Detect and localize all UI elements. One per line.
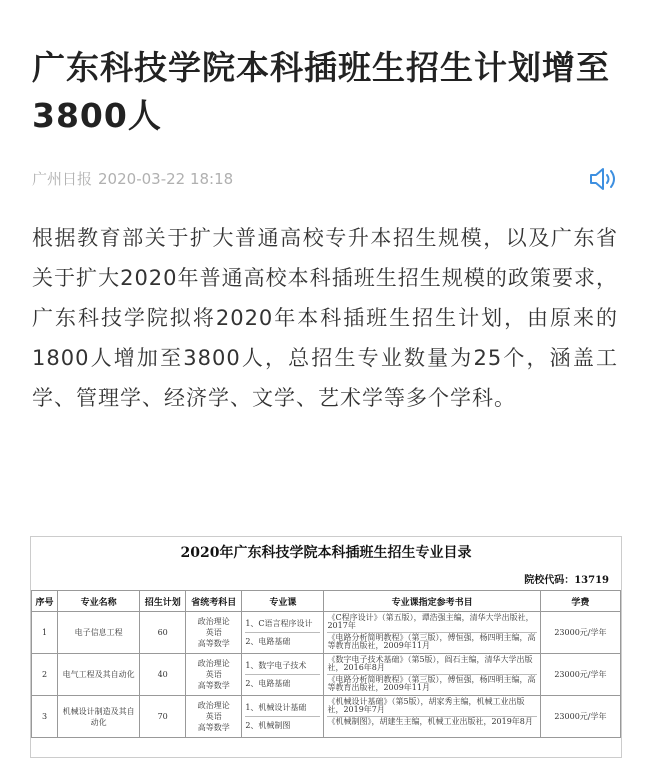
row-no: 1 [32, 612, 58, 654]
course-item: 1、C语言程序设计 [245, 619, 313, 628]
row-exams [186, 696, 242, 738]
header-courses: 专业课 [242, 591, 324, 612]
table-row [32, 696, 621, 738]
catalog-title: 2020年广东科技学院本科插班生招生专业目录 [180, 545, 472, 561]
row-plan: 60 [140, 612, 186, 654]
row-exams [186, 612, 242, 654]
row-fee: 23000元/学年 [540, 654, 620, 696]
row-courses [242, 654, 324, 696]
catalog-table [31, 590, 621, 738]
row-courses [242, 696, 324, 738]
header-plan: 招生计划 [140, 591, 186, 612]
exam-item: 政治理论 [197, 701, 230, 710]
row-plan: 40 [140, 654, 186, 696]
course-item: 2、电路基础 [245, 674, 320, 692]
source-line [32, 164, 618, 194]
row-books [324, 654, 540, 696]
exam-item: 高等数学 [197, 723, 230, 732]
table-row [32, 612, 621, 654]
school-code: 院校代码：13719 [524, 575, 609, 586]
row-books [324, 612, 540, 654]
row-major: 机械设计制造及其自动化 [58, 696, 140, 738]
course-item: 2、电路基础 [245, 632, 320, 650]
header-no: 序号 [32, 591, 58, 612]
row-major: 电气工程及其自动化 [58, 654, 140, 696]
exam-item: 政治理论 [197, 617, 230, 626]
exam-item: 政治理论 [197, 659, 230, 668]
exam-item: 高等数学 [197, 639, 230, 648]
row-courses [242, 612, 324, 654]
exam-item: 英语 [205, 712, 222, 721]
course-item: 1、数字电子技术 [245, 661, 307, 670]
header-books: 专业课指定参考书目 [324, 591, 540, 612]
book-item: 《C程序设计》（第五版），谭浩强主编，清华大学出版社，2017年 [327, 613, 534, 630]
book-item: 《数字电子技术基础》（第5版），阎石主编，清华大学出版社，2016年8月 [327, 655, 533, 672]
book-item: 《电路分析简明教程》（第三版），傅恒强，杨四明主编，高等教育出版社，2009年11月 [327, 633, 536, 650]
book-item: 《机械设计基础》（第5版），胡家秀主编，机械工业出版社，2019年7月 [327, 697, 525, 714]
row-fee: 23000元/学年 [540, 612, 620, 654]
table-row [32, 654, 621, 696]
row-no: 2 [32, 654, 58, 696]
book-item: 《电路分析简明教程》（第三版），傅恒强，杨四明主编，高等教育出版社，2009年11月 [327, 675, 536, 692]
speaker-icon[interactable] [588, 166, 618, 192]
exam-item: 英语 [205, 670, 222, 679]
article-title: 广东科技学院本科插班生招生计划增至3800人 [32, 48, 610, 135]
header-major: 专业名称 [58, 591, 140, 612]
publish-time: 2020-03-22 18:18 [98, 170, 234, 188]
row-exams [186, 654, 242, 696]
course-item: 2、机械制图 [245, 716, 320, 734]
header-fee: 学费 [540, 591, 620, 612]
row-books [324, 696, 540, 738]
article-paragraph: 根据教育部关于扩大普通高校专升本招生规模，以及广东省关于扩大2020年普通高校本科插班生招生规模的政策要求，广东科技学院拟将2020年本科插班生招生计划，由原来的1800人增加至3800人，总招生专业数量为25个，涵盖工学、管理学、经济学、文学、艺术学等多个学科。 [32, 226, 618, 410]
source-name[interactable]: 广州日报 [32, 170, 93, 188]
catalog-image [30, 536, 622, 758]
exam-item: 高等数学 [197, 681, 230, 690]
header-exams: 省统考科目 [186, 591, 242, 612]
exam-item: 英语 [205, 628, 222, 637]
course-item: 1、机械设计基础 [245, 703, 307, 712]
row-fee: 23000元/学年 [540, 696, 620, 738]
row-plan: 70 [140, 696, 186, 738]
article-meta [32, 164, 618, 194]
row-major: 电子信息工程 [58, 612, 140, 654]
book-item: 《机械制图》，胡建生主编，机械工业出版社，2019年8月 [327, 716, 536, 736]
row-no: 3 [32, 696, 58, 738]
table-header-row [32, 591, 621, 612]
